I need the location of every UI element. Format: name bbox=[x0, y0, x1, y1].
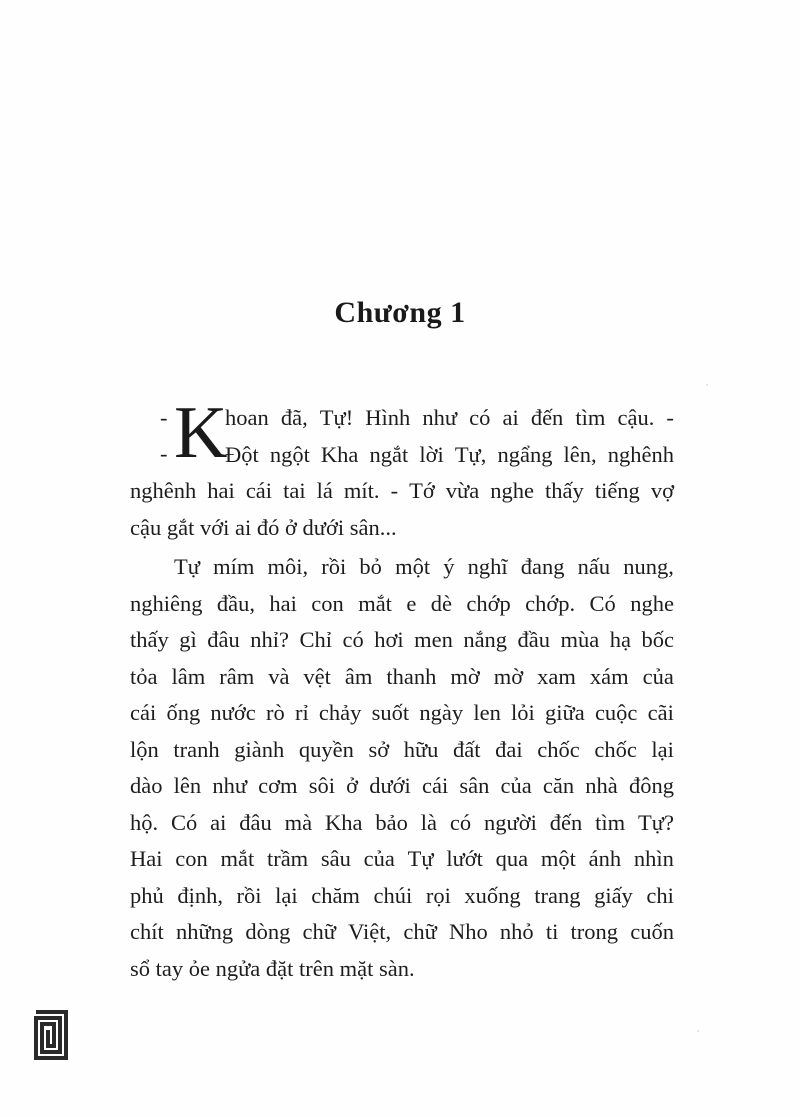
paragraph-line: lộn tranh giành quyền sở hữu đất đai chốc chốc lại bbox=[130, 736, 674, 762]
paragraph-line: Đột ngột Kha ngắt lời Tự, ngẩng lên, nghênh bbox=[225, 441, 674, 467]
paper-speck bbox=[706, 384, 708, 386]
chapter-title: Chương 1 bbox=[334, 296, 466, 329]
paragraph-line: nghiêng đầu, hai con mắt e dè chớp chớp. Có nghe bbox=[130, 590, 674, 616]
paragraph-line: tỏa lâm râm và vệt âm thanh mờ mờ xam xám của bbox=[130, 663, 674, 689]
paragraph-line: cậu gắt với ai đó ở dưới sân... bbox=[130, 514, 397, 540]
paragraph-line: nghênh hai cái tai lá mít. - Tớ vừa nghe thấy tiếng vợ bbox=[130, 478, 674, 503]
paragraph-line: cái ống nước rò rỉ chảy suốt ngày len lỏi giữa cuộc cãi bbox=[130, 700, 674, 725]
leading-dash-second: - bbox=[160, 441, 168, 466]
paragraph-line: phủ định, rồi lại chăm chúi rọi xuống trang giấy chi bbox=[130, 882, 674, 908]
paragraph-line: hoan đã, Tự! Hình như có ai đến tìm cậu. - bbox=[225, 405, 674, 430]
greek-key-ornament-icon bbox=[34, 1010, 68, 1060]
drop-cap: K bbox=[174, 392, 228, 474]
paragraph-line: thấy gì đâu nhỉ? Chỉ có hơi men nắng đầu mùa hạ bốc bbox=[130, 627, 674, 652]
leading-dash: - bbox=[160, 405, 168, 430]
paragraph-line: Hai con mắt trầm sâu của Tự lướt qua một ánh nhìn bbox=[130, 846, 674, 871]
paragraph-line: dào lên như cơm sôi ở dưới cái sân của căn nhà đông bbox=[130, 773, 674, 798]
paragraph-line: hộ. Có ai đâu mà Kha bảo là có người đến tìm Tự? bbox=[130, 809, 674, 835]
paragraph-line: sổ tay ỏe ngửa đặt trên mặt sàn. bbox=[130, 955, 415, 981]
paragraph-line: Tự mím môi, rồi bỏ một ý nghĩ đang nấu nung, bbox=[174, 554, 674, 579]
paragraph-line: chít những dòng chữ Việt, chữ Nho nhỏ ti trong cuốn bbox=[130, 919, 674, 944]
paragraph-2 bbox=[130, 549, 674, 987]
paper-speck bbox=[697, 1030, 699, 1032]
paragraph-1 bbox=[130, 392, 674, 546]
